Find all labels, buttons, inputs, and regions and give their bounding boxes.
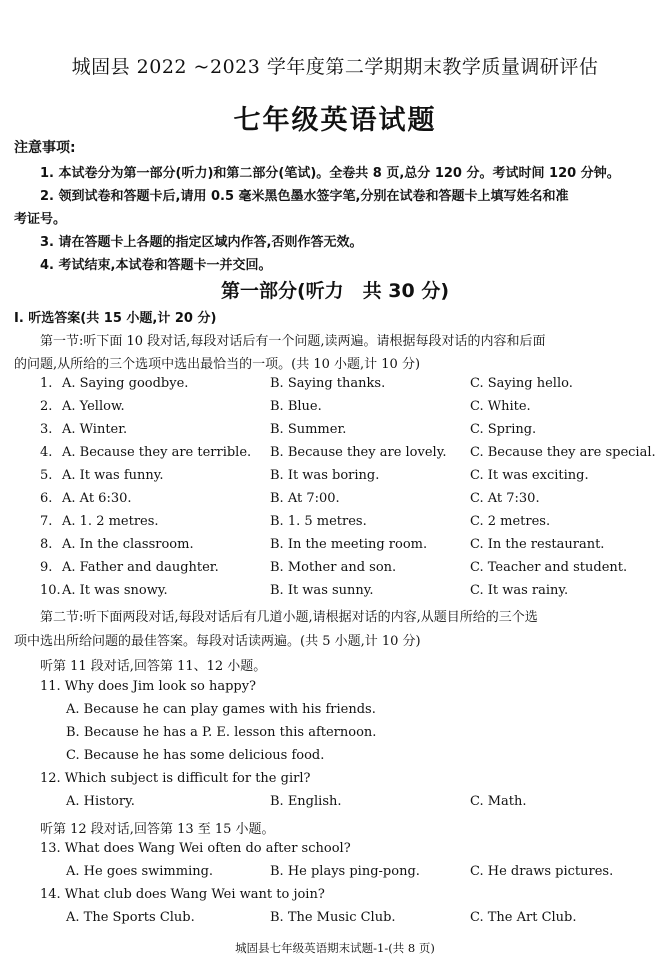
option-c: C. It was rainy. — [470, 583, 569, 598]
option-b: B. It was sunny. — [270, 583, 374, 598]
option-c: C. Saying hello. — [470, 376, 573, 391]
part-one-title: 第一部分(听力 共 30 分) — [220, 280, 450, 302]
question-number: 8. — [40, 537, 53, 552]
option-a: A. It was snowy. — [62, 583, 168, 598]
question-number: 7. — [40, 514, 53, 529]
question-stem: 14. What club does Wang Wei want to join? — [40, 887, 325, 902]
option-c: C. Because they are special. — [470, 445, 656, 460]
question-number: 1. — [40, 376, 53, 391]
option-a: A. At 6:30. — [62, 491, 132, 506]
option-c: C. 2 metres. — [470, 514, 551, 529]
option-a: A. History. — [66, 794, 135, 809]
question-number: 6. — [40, 491, 53, 506]
section-intro: 的问题,从所给的三个选项中选出最恰当的一项。(共 10 小题,计 10 分) — [14, 357, 421, 372]
dialog-label: 听第 11 段对话,回答第 11、12 小题。 — [40, 659, 267, 674]
question-stem: 13. What does Wang Wei often do after school? — [40, 841, 351, 856]
notice-heading: 注意事项: — [14, 140, 76, 156]
section-intro: 项中选出所给问题的最佳答案。每段对话读两遍。(共 5 小题,计 10 分) — [14, 634, 421, 649]
option-c: C. Spring. — [470, 422, 537, 437]
option-a: A. The Sports Club. — [66, 910, 195, 925]
section-heading: Ⅰ. 听选答案(共 15 小题,计 20 分) — [14, 311, 217, 326]
option-c: C. Because he has some delicious food. — [66, 748, 325, 763]
option-b: B. Mother and son. — [270, 560, 397, 575]
option-b: B. Summer. — [270, 422, 347, 437]
page-footer: 城固县七年级英语期末试题-1-(共 8 页) — [235, 941, 435, 955]
dialog-label: 听第 12 段对话,回答第 13 至 15 小题。 — [40, 822, 275, 837]
question-number: 5. — [40, 468, 53, 483]
question-number: 10. — [40, 583, 61, 598]
question-number: 4. — [40, 445, 53, 460]
option-a: A. Because he can play games with his friends. — [66, 702, 376, 717]
option-a: A. In the classroom. — [62, 537, 194, 552]
option-b: B. English. — [270, 794, 342, 809]
option-b: B. Blue. — [270, 399, 322, 414]
question-number: 2. — [40, 399, 53, 414]
option-c: C. In the restaurant. — [470, 537, 605, 552]
option-b: B. Because they are lovely. — [270, 445, 447, 460]
notice-item: 3. 请在答题卡上各题的指定区域内作答,否则作答无效。 — [40, 235, 363, 250]
option-b: B. In the meeting room. — [270, 537, 428, 552]
exam-header-line: 城固县 2022 ~2023 学年度第二学期期末教学质量调研评估 — [71, 56, 599, 78]
notice-item: 考证号。 — [14, 212, 67, 227]
option-a: A. It was funny. — [62, 468, 164, 483]
option-b: B. He plays ping-pong. — [270, 864, 420, 879]
question-stem: 11. Why does Jim look so happy? — [40, 679, 257, 694]
option-a: A. Saying goodbye. — [62, 376, 189, 391]
option-b: B. Saying thanks. — [270, 376, 386, 391]
option-c: C. It was exciting. — [470, 468, 589, 483]
option-b: B. It was boring. — [270, 468, 380, 483]
option-a: A. Winter. — [62, 422, 128, 437]
section-intro: 第一节:听下面 10 段对话,每段对话后有一个问题,读两遍。请根据每段对话的内容和后面 — [40, 334, 546, 349]
notice-item: 1. 本试卷分为第一部分(听力)和第二部分(笔试)。全卷共 8 页,总分 120 分。考试时间 120 分钟。 — [40, 166, 620, 181]
option-c: C. White. — [470, 399, 531, 414]
question-stem: 12. Which subject is difficult for the girl? — [40, 771, 311, 786]
option-c: C. The Art Club. — [470, 910, 577, 925]
notice-item: 4. 考试结束,本试卷和答题卡一并交回。 — [40, 258, 272, 273]
option-c: C. At 7:30. — [470, 491, 540, 506]
option-b: B. The Music Club. — [270, 910, 396, 925]
question-number: 3. — [40, 422, 53, 437]
section-intro: 第二节:听下面两段对话,每段对话后有几道小题,请根据对话的内容,从题目所给的三个选 — [40, 610, 538, 625]
option-b: B. Because he has a P. E. lesson this afternoon. — [66, 725, 377, 740]
option-a: A. Because they are terrible. — [62, 445, 252, 460]
option-a: A. Yellow. — [62, 399, 125, 414]
option-c: C. He draws pictures. — [470, 864, 614, 879]
option-c: C. Math. — [470, 794, 527, 809]
option-b: B. At 7:00. — [270, 491, 340, 506]
option-a: A. He goes swimming. — [66, 864, 214, 879]
option-a: A. 1. 2 metres. — [62, 514, 159, 529]
notice-item: 2. 领到试卷和答题卡后,请用 0.5 毫米黑色墨水签字笔,分别在试卷和答题卡上填写姓名和准 — [40, 189, 569, 204]
question-number: 9. — [40, 560, 53, 575]
option-b: B. 1. 5 metres. — [270, 514, 367, 529]
page-title: 七年级英语试题 — [233, 105, 437, 136]
option-c: C. Teacher and student. — [470, 560, 628, 575]
option-a: A. Father and daughter. — [62, 560, 219, 575]
